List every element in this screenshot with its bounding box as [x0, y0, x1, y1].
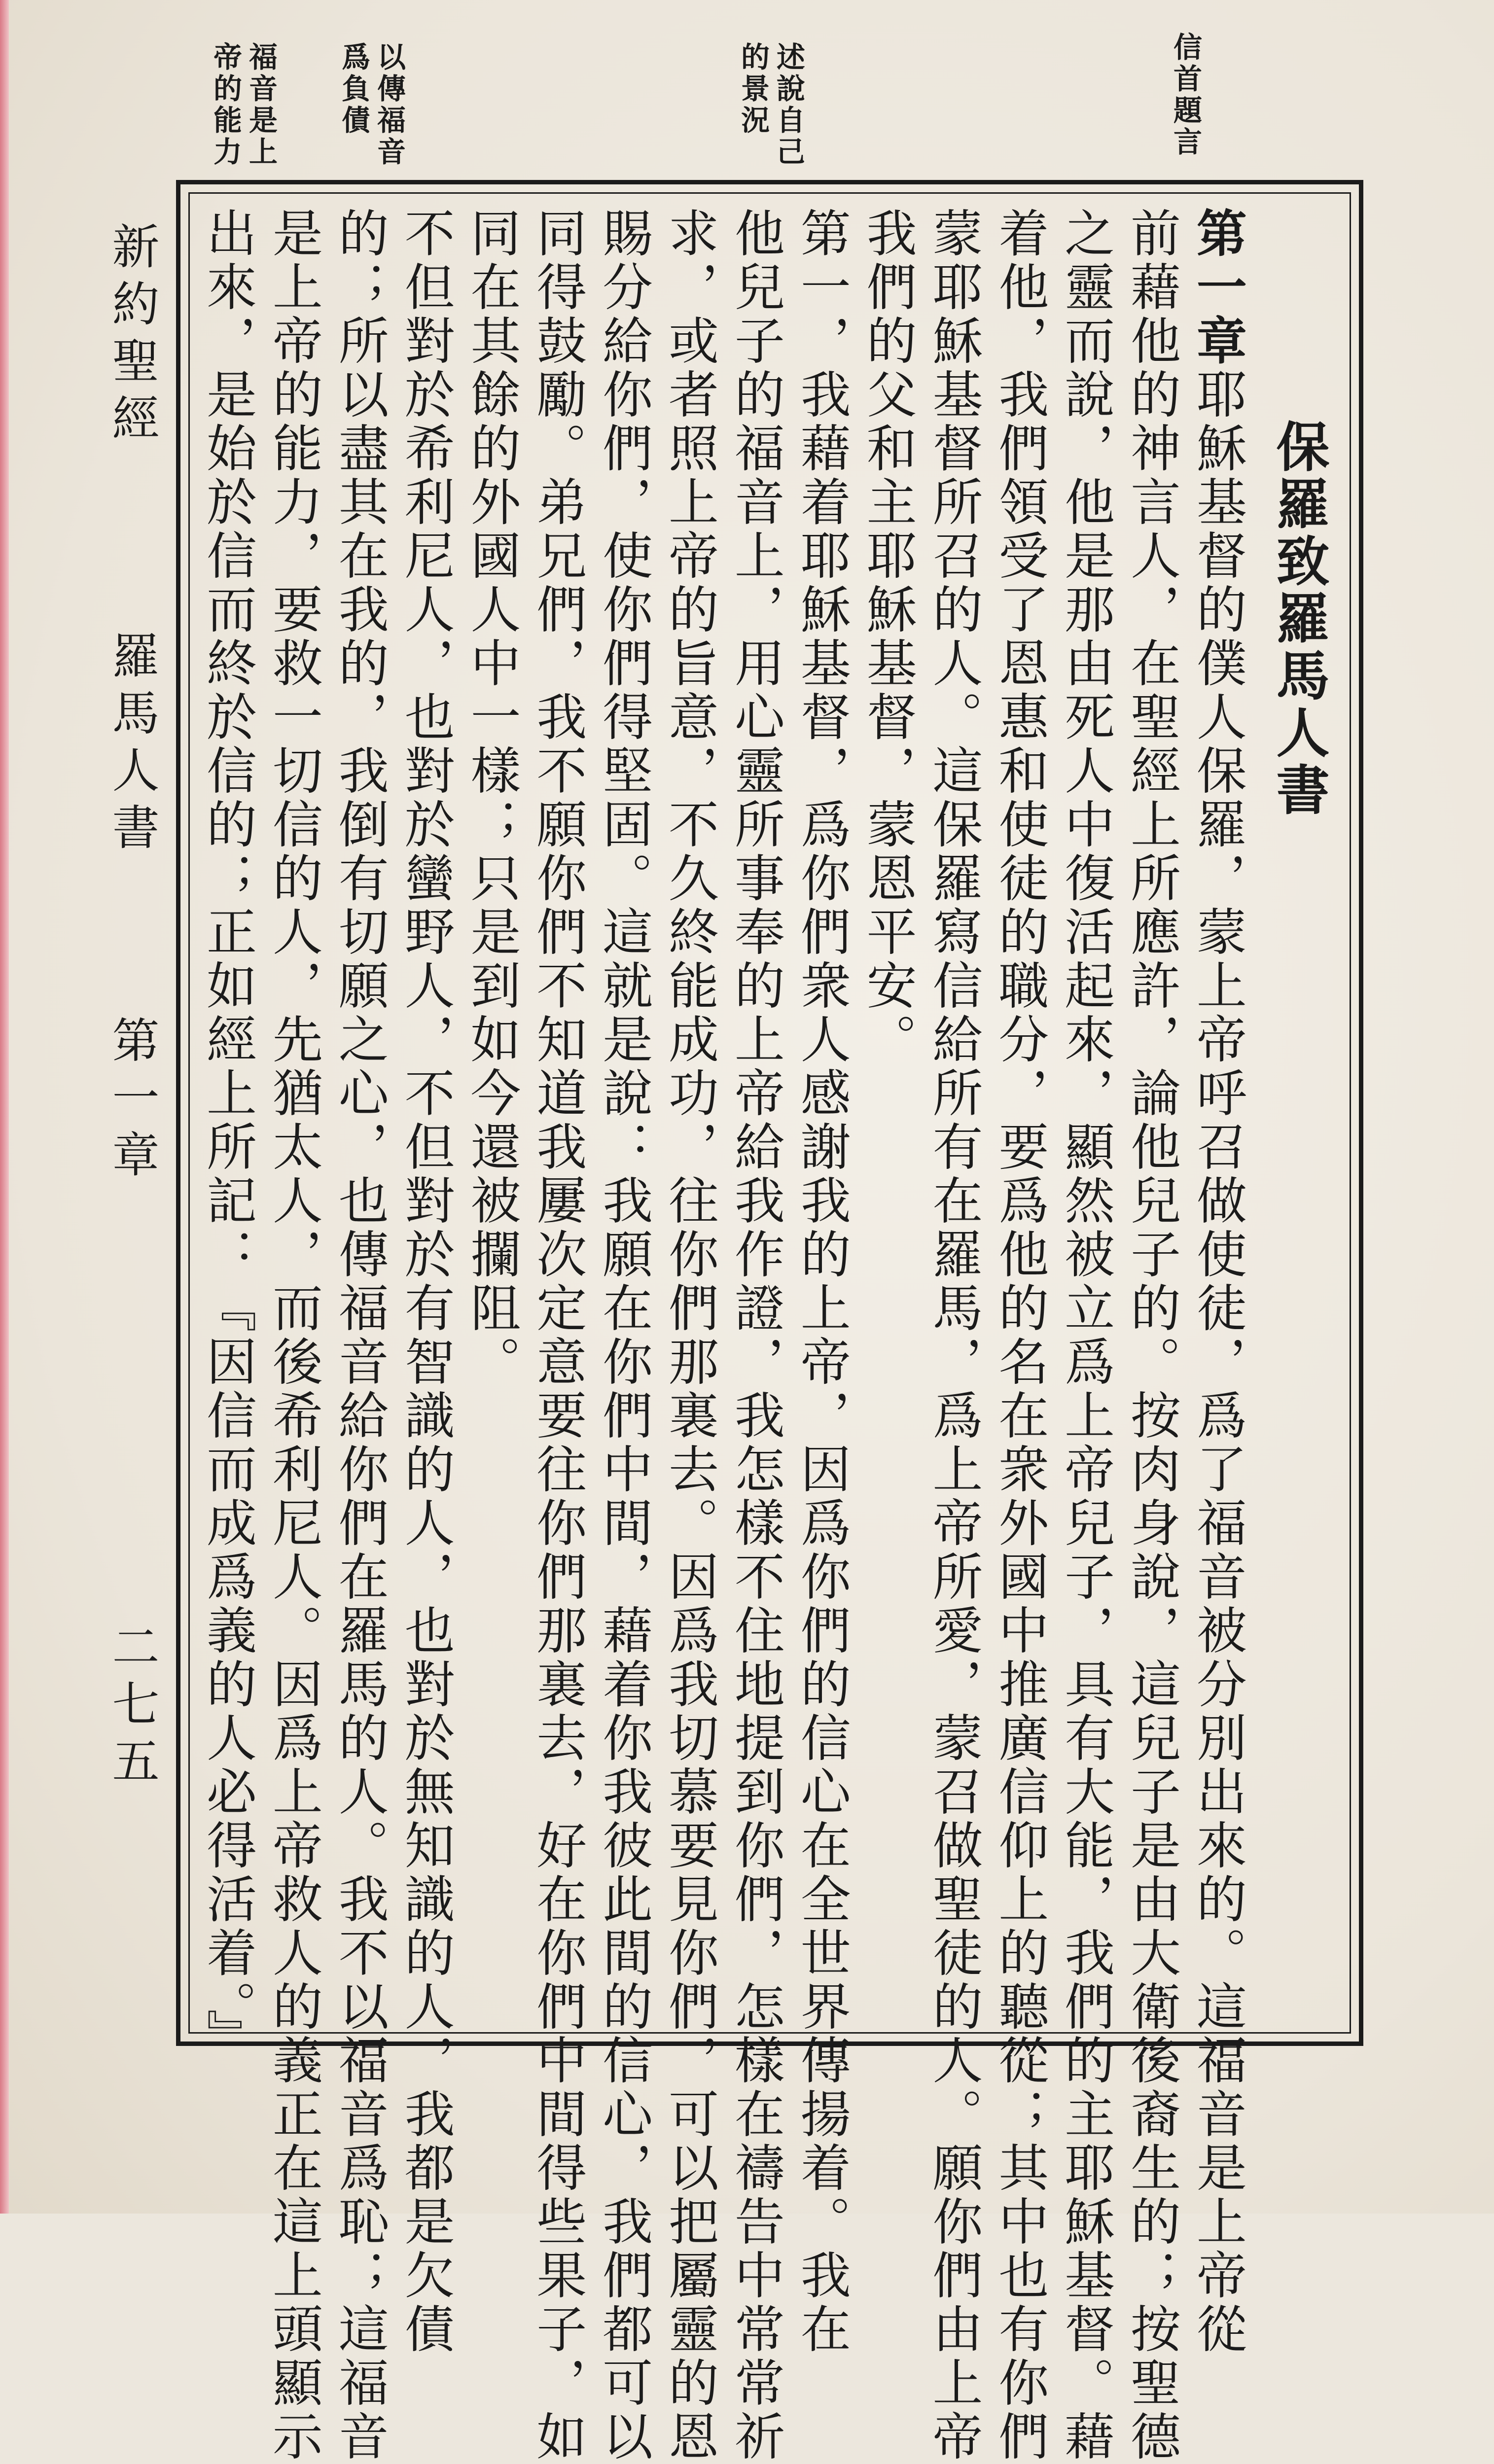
margin-note-line: 以傳福音 — [372, 42, 406, 168]
margin-note-preface — [1171, 32, 1200, 158]
margin-note-debt — [337, 42, 406, 168]
margin-note-line: 的景況 — [736, 42, 770, 137]
margin-note-line: 福音是上 — [244, 42, 278, 168]
margin-note-line: 帝的能力 — [209, 42, 242, 168]
text-column: 同在其餘的外國人中一樣；只是到如今還被攔阻。 — [462, 207, 521, 1389]
text-column: 賜分給你們，使你們得堅固。這就是說：我願在你們中間，藉着你我彼此間的信心，我們都可以 — [594, 207, 653, 2464]
text-column: 同得鼓勵。弟兄們，我不願你們不知道我屢次定意要往你們那裏去，好在你們中間得些果子，如 — [528, 207, 587, 2464]
text-column: 着他，我們領受了恩惠和使徒的職分，要爲他的名在衆外國中推廣信仰上的聽從；其中也有你們 — [990, 207, 1049, 2464]
margin-note-line: 爲負債 — [337, 42, 370, 137]
book-title: 保羅致羅馬人書 — [1267, 419, 1329, 819]
text-column: 不但對於希利尼人，也對於蠻野人，不但對於有智識的人，也對於無知識的人，我都是欠債 — [396, 207, 455, 2357]
page-number: 二七五 — [105, 1622, 160, 1794]
text-column: 是上帝的能力，要救一切信的人，先猶太人，而後希利尼人。因爲上帝救人的義正在這上頭顯示 — [264, 207, 323, 2464]
body-text — [198, 207, 1247, 2464]
running-head-book: 羅馬人書 — [105, 631, 160, 860]
text-column: 蒙耶穌基督所召的人。這保羅寫信給所有在羅馬，爲上帝所愛，蒙召做聖徒的人。願你們由上帝 — [924, 207, 983, 2464]
text-column: 求，或者照上帝的旨意，不久終能成功，往你們那裏去。因爲我切慕要見你們，可以把屬靈的恩 — [660, 207, 719, 2464]
margin-note-line: 述說自己 — [772, 42, 805, 168]
running-head-testament: 新約聖經 — [105, 222, 160, 451]
margin-note-power — [209, 42, 278, 168]
column-text: 耶穌基督的僕人保羅，蒙上帝呼召做使徒，爲了福音被分別出來的。這福音是上帝從 — [1188, 368, 1247, 2357]
margin-note-line: 信首題言 — [1169, 32, 1202, 158]
text-column: 之靈而說，他是那由死人中復活起來，顯然被立爲上帝兒子，具有大能，我們的主耶穌基督。藉 — [1056, 207, 1115, 2464]
text-column: 他兒子的福音上，用心靈所事奉的上帝給我作證，我怎樣不住地提到你們，怎樣在禱告中常常祈 — [726, 207, 785, 2464]
running-head-chapter: 第一章 — [105, 1016, 160, 1187]
text-column: 的；所以盡其在我的，我倒有切願之心，也傳福音給你們在羅馬的人。我不以福音爲恥；這福音 — [330, 207, 389, 2464]
chapter-heading: 第一章 — [1188, 207, 1247, 368]
text-column: 我們的父和主耶穌基督，蒙恩平安。 — [858, 207, 917, 1067]
margin-note-self — [736, 42, 805, 168]
text-column: 第一，我藉着耶穌基督，爲你們衆人感謝我的上帝，因爲你們的信心在全世界傳揚着。我在 — [792, 207, 851, 2357]
text-column — [1188, 207, 1247, 2357]
text-column: 前藉他的神言人，在聖經上所應許，論他兒子的。按肉身說，這兒子是由大衛後裔生的；按聖德 — [1122, 207, 1181, 2464]
page-edge — [0, 0, 9, 2214]
text-column: 出來，是始於信而終於信的；正如經上所記：『因信而成爲義的人必得活着。』 — [198, 207, 257, 2063]
